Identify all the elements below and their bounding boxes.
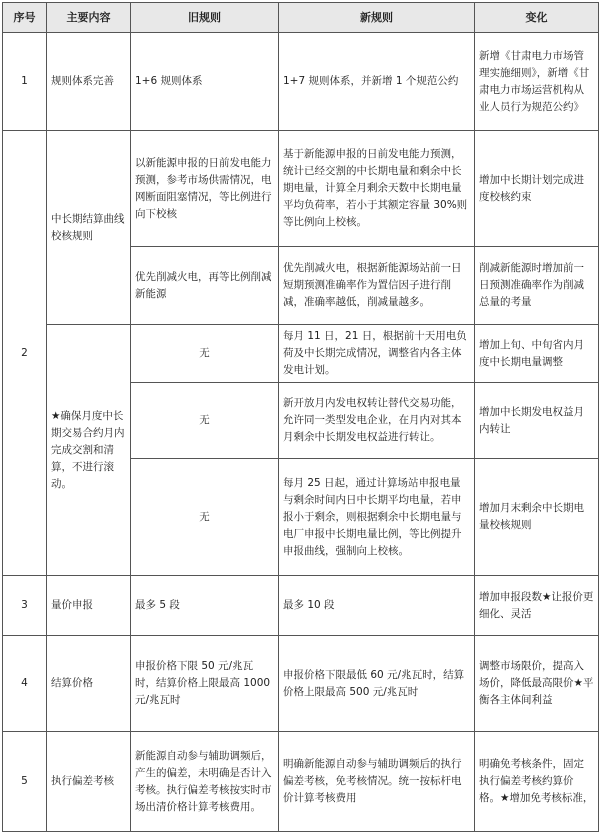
row-change: 增加上旬、中旬省内月度中长期电量调整: [475, 325, 599, 383]
row-new-rule: 优先削减火电，根据新能源场站前一日短期预测准确率作为置信因子进行削减，准确率越低，削减量越多。: [279, 247, 475, 325]
row-old-rule: 无: [131, 383, 279, 459]
row-content: ★确保月度中长期交易合约月内完成交割和清算，不进行滚动。: [47, 325, 131, 576]
table-row: [3, 33, 599, 131]
row-old-rule: 无: [131, 459, 279, 576]
row-change: 调整市场限价，提高入场价，降低最高限价★平衡各主体间利益: [475, 636, 599, 732]
table-row: [3, 131, 599, 247]
row-old-rule: 新能源自动参与辅助调频后，产生的偏差，未明确是否计入考核。执行偏差考核按实时市场出清价格计算考核费用。: [131, 732, 279, 832]
header-content: 主要内容: [47, 3, 131, 33]
rules-comparison-table: [2, 2, 599, 832]
table-row: [3, 732, 599, 832]
row-old-rule: 最多 5 段: [131, 576, 279, 636]
row-num: 2: [3, 131, 47, 576]
row-content: 中长期结算曲线校核规则: [47, 131, 131, 325]
row-num: 1: [3, 33, 47, 131]
row-old-rule: 以新能源申报的日前发电能力预测，参考市场供需情况，电网断面阻塞情况，等比例进行向下校核: [131, 131, 279, 247]
row-new-rule: 每月 11 日，21 日，根据前十天用电负荷及中长期完成情况，调整省内各主体发电计划。: [279, 325, 475, 383]
row-new-rule: 基于新能源申报的日前发电能力预测，统计已经交割的中长期电量和剩余中长期电量，计算全月剩余天数中长期电量平均负荷率，若小于其额定容量 30%则等比例向上校核。: [279, 131, 475, 247]
row-old-rule: 1+6 规则体系: [131, 33, 279, 131]
row-num: 3: [3, 576, 47, 636]
row-new-rule: 最多 10 段: [279, 576, 475, 636]
row-change: 增加申报段数★让报价更细化、灵活: [475, 576, 599, 636]
header-new-rule: 新规则: [279, 3, 475, 33]
row-num: 4: [3, 636, 47, 732]
row-new-rule: 新开放月内发电权转让替代交易功能，允许同一类型发电企业，在月内对其本月剩余中长期发电权益进行转让。: [279, 383, 475, 459]
header-row: [3, 3, 599, 33]
header-num: 序号: [3, 3, 47, 33]
row-change: 削减新能源时增加前一日预测准确率作为削减总量的考量: [475, 247, 599, 325]
row-change: 增加中长期发电权益月内转让: [475, 383, 599, 459]
row-new-rule: 明确新能源自动参与辅助调频后的执行偏差考核，免考核情况。统一按标杆电价计算考核费用: [279, 732, 475, 832]
table-row: [3, 576, 599, 636]
row-content: 量价申报: [47, 576, 131, 636]
row-change: 明确免考核条件，固定执行偏差考核约算价格。★增加免考核标准，: [475, 732, 599, 832]
table-row: [3, 636, 599, 732]
row-num: 5: [3, 732, 47, 832]
row-new-rule: 每月 25 日起，通过计算场站申报电量与剩余时间内日中长期平均电量，若申报小于剩余，则根据剩余中长期电量与电厂申报中长期电量比例，等比例提升申报曲线，强制向上校核。: [279, 459, 475, 576]
row-change: 增加中长期计划完成进度校核约束: [475, 131, 599, 247]
row-old-rule: 优先削减火电，再等比例削减新能源: [131, 247, 279, 325]
row-content: 执行偏差考核: [47, 732, 131, 832]
header-change: 变化: [475, 3, 599, 33]
row-content: 规则体系完善: [47, 33, 131, 131]
table-row: [3, 325, 599, 383]
row-old-rule: 申报价格下限 50 元/兆瓦时，结算价格上限最高 1000 元/兆瓦时: [131, 636, 279, 732]
row-new-rule: 1+7 规则体系，并新增 1 个规范公约: [279, 33, 475, 131]
row-change: 增加月末剩余中长期电量校核规则: [475, 459, 599, 576]
row-change: 新增《甘肃电力市场管理实施细则》，新增《甘肃电力市场运营机构从业人员行为规范公约》: [475, 33, 599, 131]
row-old-rule: 无: [131, 325, 279, 383]
row-content: 结算价格: [47, 636, 131, 732]
row-new-rule: 申报价格下限最低 60 元/兆瓦时，结算价格上限最高 500 元/兆瓦时: [279, 636, 475, 732]
header-old-rule: 旧规则: [131, 3, 279, 33]
